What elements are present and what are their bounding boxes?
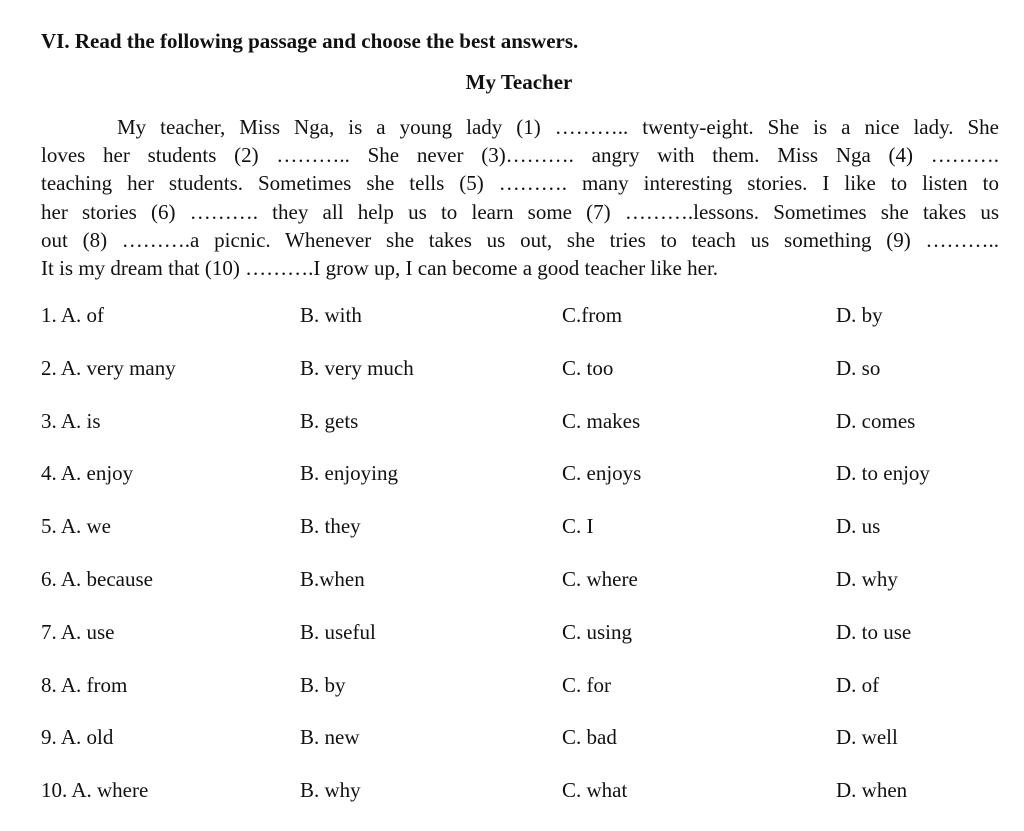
exercise-heading: VI. Read the following passage and choose the best answers. [41,29,579,53]
option-a: 3. A. is [41,408,101,433]
option-d: D. comes [836,408,916,433]
option-a: 9. A. old [41,725,114,750]
option-a: 1. A. of [41,303,104,327]
option-b: B. gets [300,408,359,433]
option-d: D. of [836,672,880,697]
passage-line: teaching her students. Sometimes she tells (5) ………. many interesting stories. I like to listen to [41,171,999,196]
option-a: 7. A. use [41,619,115,644]
passage-line: It is my dream that (10) ……….I grow up, I can become a good teacher like her. [41,256,719,281]
question-row-7 [41,620,1001,673]
question-row-3 [41,409,1001,462]
option-d: D. so [836,355,881,380]
question-row-1 [41,303,1001,356]
option-c: C. enjoys [562,461,642,486]
option-b: B. useful [300,619,376,644]
option-c: C. too [562,355,614,380]
passage-title: My Teacher [465,70,573,94]
option-c: C. using [562,619,633,644]
passage-line: her stories (6) ………. they all help us to learn some (7) ……….lessons. Sometimes she takes us [41,199,999,224]
option-b: B. they [300,514,361,539]
option-a: 6. A. because [41,566,153,591]
option-c: C. bad [562,725,617,750]
option-b: B. very much [300,355,414,380]
option-d: D. when [836,778,908,803]
option-a: 10. A. where [41,778,149,803]
passage-line: loves her students (2) ……….. She never (3)………. angry with them. Miss Nga (4) ………. [41,143,999,168]
question-row-5 [41,514,1001,567]
option-c: C. for [562,672,611,697]
option-b: B. enjoying [300,461,398,486]
option-c: C. I [562,514,594,539]
question-row-6 [41,567,1001,620]
question-row-10 [41,778,1001,831]
option-a: 5. A. we [41,514,111,539]
passage-text [41,113,999,282]
option-a: 2. A. very many [41,355,176,380]
option-c: C.from [562,303,623,327]
option-a: 4. A. enjoy [41,461,134,486]
option-b: B. by [300,672,346,697]
option-b: B. why [300,778,361,803]
question-row-9 [41,725,1001,778]
option-d: D. us [836,514,881,539]
question-row-8 [41,673,1001,726]
option-c: C. what [562,778,628,803]
option-b: B. new [300,725,360,750]
option-b: B.when [300,566,365,591]
option-b: B. with [300,303,362,327]
passage-line: My teacher, Miss Nga, is a young lady (1) ……….. twenty-eight. She is a nice lady. She [117,115,999,139]
option-d: D. why [836,566,898,591]
passage-line: out (8) ……….a picnic. Whenever she takes us out, she tries to teach us something (9) ……….. [41,227,999,252]
option-d: D. to enjoy [836,461,930,486]
question-list [41,303,1001,831]
option-d: D. by [836,303,883,327]
option-a: 8. A. from [41,672,128,697]
question-row-4 [41,461,1001,514]
option-c: C. where [562,566,638,591]
option-d: D. to use [836,619,912,644]
option-d: D. well [836,725,898,750]
option-c: C. makes [562,408,641,433]
question-row-2 [41,356,1001,409]
